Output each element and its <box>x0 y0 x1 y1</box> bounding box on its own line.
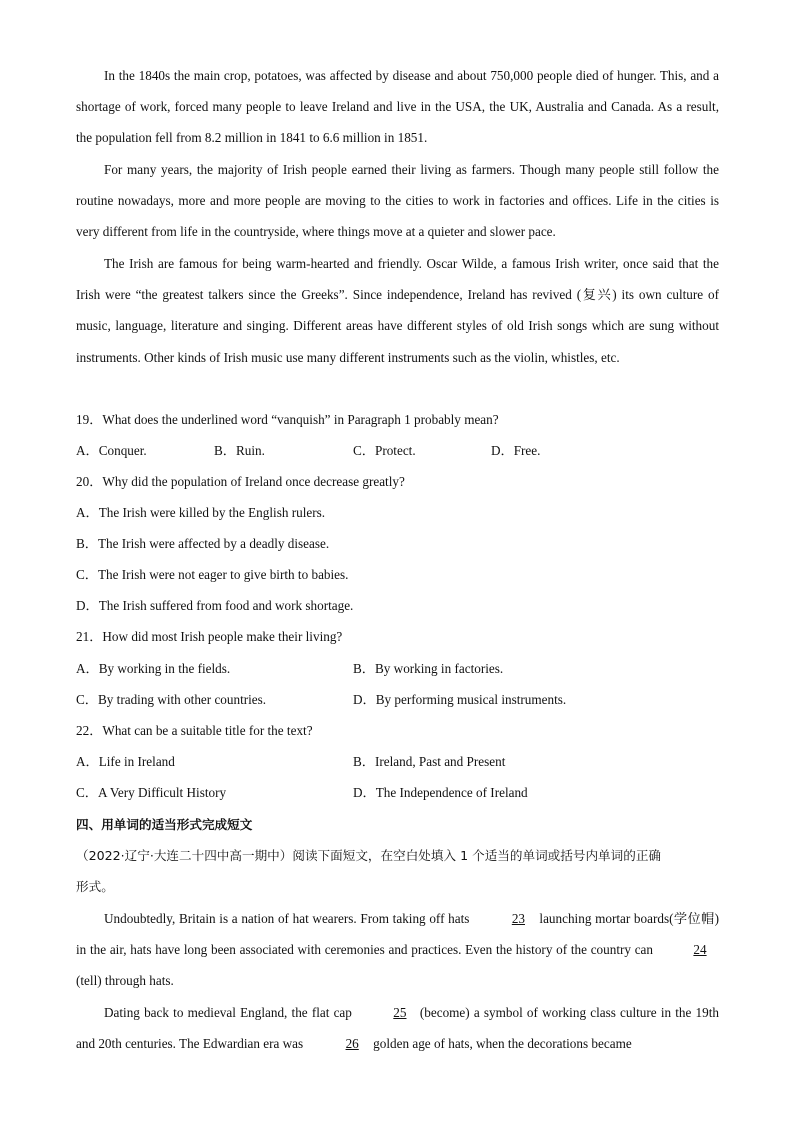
cloze-p1-text-c: (tell) through hats. <box>76 973 174 989</box>
section-4-instruction-line-1: （2022·辽宁·大连二十四中高一期中）阅读下面短文，在空白处填入 1 个适当的单词或括号内单词的正确 <box>76 848 662 863</box>
q21-option-b[interactable]: B．By working in factories. <box>353 661 504 676</box>
q20-option-d[interactable]: D．The Irish suffered from food and work shortage. <box>76 598 354 613</box>
cloze-blank-25[interactable]: 25 <box>393 1005 407 1020</box>
q19-option-a[interactable]: A．Conquer. <box>76 443 147 458</box>
passage-paragraph-1: In the 1840s the main crop, potatoes, was affected by disease and about 750,000 people died of hunger. This, and a shortage of work, forced many people to leave Ireland and live in the USA, the UK, Australia and Canada. As a result, the population fell from 8.2 million in 1841 to 6.6 million in 1851. <box>76 68 719 146</box>
cloze-p1-text-a: Undoubtedly, Britain is a nation of hat wearers. From taking off hats <box>104 911 470 926</box>
cloze-paragraph-1 <box>76 903 719 997</box>
q21-option-d[interactable]: D．By performing musical instruments. <box>353 692 567 707</box>
q20-option-a[interactable]: A．The Irish were killed by the English rulers. <box>76 505 326 520</box>
question-21-stem: 21．How did most Irish people make their living? <box>76 629 343 644</box>
section-4-instruction-line-2: 形式。 <box>76 879 114 894</box>
q19-option-c[interactable]: C．Protect. <box>353 443 416 458</box>
cloze-p2-text-c: golden age of hats, when the decorations became <box>373 1036 632 1052</box>
section-4-heading: 四、用单词的适当形式完成短文 <box>76 817 253 832</box>
cloze-blank-24[interactable]: 24 <box>693 942 707 958</box>
passage-paragraph-3: The Irish are famous for being warm-hearted and friendly. Oscar Wilde, a famous Irish writer, once said that the Irish were “the greatest talkers since the Greeks”. Since independence, Ireland has revived (复兴) its own culture of music, language, literature and singing. Different areas have different styles of old Irish songs which are sung without instruments. Other kinds of Irish music use many different instruments such as the violin, whistles, etc. <box>76 256 719 365</box>
cloze-blank-23[interactable]: 23 <box>511 911 525 926</box>
question-22-stem: 22．What can be a suitable title for the text? <box>76 723 313 738</box>
cloze-p1-text-b: launching mortar boards(学位帽) in the air, hats have long been associated with ceremonies and practices. Even the history of the country can <box>76 911 719 958</box>
q21-option-a[interactable]: A．By working in the fields. <box>76 661 231 676</box>
cloze-paragraph-2 <box>76 997 719 1059</box>
q19-option-d[interactable]: D．Free. <box>491 443 541 458</box>
q22-option-c[interactable]: C．A Very Difficult History <box>76 785 227 800</box>
cloze-blank-26[interactable]: 26 <box>345 1036 359 1052</box>
cloze-p2-text-a: Dating back to medieval England, the flat cap <box>104 1005 352 1020</box>
q22-option-a[interactable]: A．Life in Ireland <box>76 754 175 769</box>
passage-paragraph-2: For many years, the majority of Irish people earned their living as farmers. Though many people still follow the routine nowadays, more and more people are moving to the cities to work in factories and offices. Life in the cities is very different from life in the countryside, where things move at a quieter and slower pace. <box>76 162 719 240</box>
question-20-stem: 20．Why did the population of Ireland once decrease greatly? <box>76 474 405 489</box>
cloze-p2-text-b: (become) a symbol of working class culture in the 19th and 20th centuries. The Edwardian era was <box>76 1005 720 1052</box>
q20-option-b[interactable]: B．The Irish were affected by a deadly disease. <box>76 536 330 551</box>
question-19-stem: 19．What does the underlined word “vanquish” in Paragraph 1 probably mean? <box>76 412 499 427</box>
q22-option-b[interactable]: B．Ireland, Past and Present <box>353 754 506 769</box>
q20-option-c[interactable]: C．The Irish were not eager to give birth to babies. <box>76 567 349 582</box>
q21-option-c[interactable]: C．By trading with other countries. <box>76 692 267 707</box>
q22-option-d[interactable]: D．The Independence of Ireland <box>353 785 528 800</box>
q19-option-b[interactable]: B．Ruin. <box>214 443 265 458</box>
